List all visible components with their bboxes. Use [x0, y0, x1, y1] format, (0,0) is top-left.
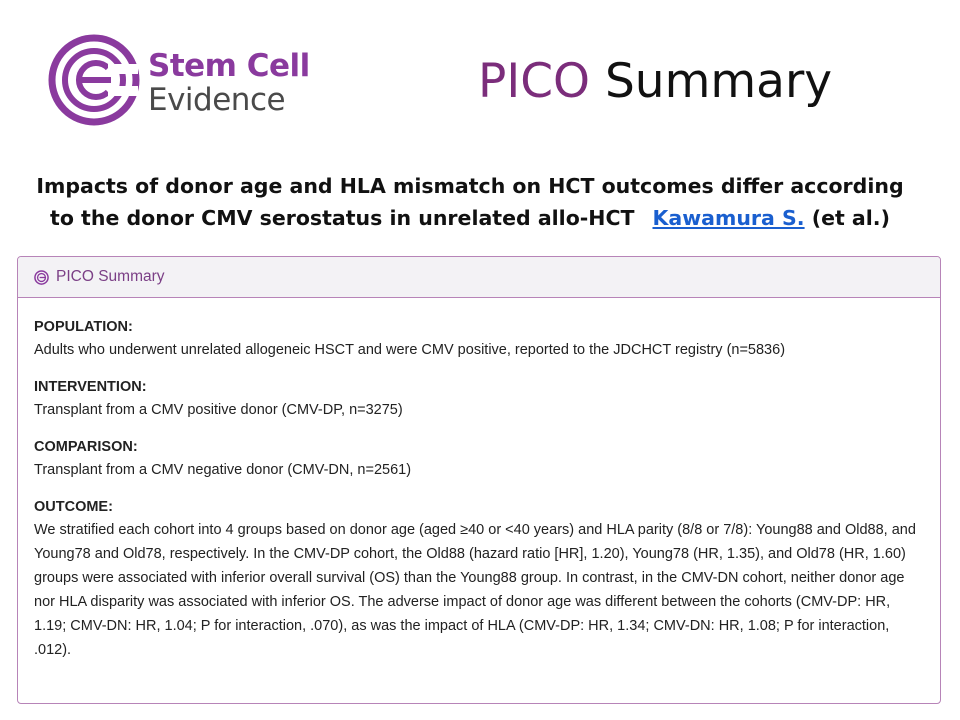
- slide-title: [478, 54, 832, 109]
- pico-card-body: [18, 298, 940, 662]
- outcome-heading: OUTCOME:: [34, 499, 113, 515]
- outcome-section: [34, 496, 924, 662]
- intervention-heading: INTERVENTION:: [34, 379, 147, 395]
- population-heading: POPULATION:: [34, 319, 133, 335]
- pico-card-header: [18, 257, 940, 298]
- pico-summary-card: [17, 256, 941, 704]
- comparison-section: [34, 436, 924, 482]
- author-link[interactable]: Kawamura S.: [652, 206, 805, 230]
- logo-text-stem-cell: Stem Cell: [148, 48, 310, 84]
- population-text: Adults who underwent unrelated allogeneic HSCT and were CMV positive, reported to the JDCHCT registry (n=5836): [34, 342, 786, 358]
- headline-suffix: (et al.): [804, 206, 890, 230]
- logo-text-evidence: Evidence: [148, 82, 286, 118]
- comparison-text: Transplant from a CMV negative donor (CMV-DN, n=2561): [34, 462, 412, 478]
- stem-cell-evidence-logo-icon: [48, 34, 140, 126]
- intervention-text: Transplant from a CMV positive donor (CMV-DP, n=3275): [34, 402, 403, 418]
- slide-title-pico: PICO: [478, 54, 591, 109]
- article-headline: [20, 170, 920, 234]
- comparison-heading: COMPARISON:: [34, 439, 138, 455]
- headline-line-1: Impacts of donor age and HLA mismatch on HCT outcomes differ according: [36, 174, 904, 198]
- population-section: [34, 316, 924, 362]
- headline-line-2-text: to the donor CMV serostatus in unrelated allo-HCT: [50, 206, 635, 230]
- headline-line-2: [20, 202, 920, 234]
- slide-title-summary: Summary: [590, 54, 833, 109]
- pico-card-title: PICO Summary: [56, 268, 165, 285]
- stem-cell-evidence-logo: [48, 34, 338, 130]
- pico-logo-icon: [34, 270, 49, 285]
- intervention-section: [34, 376, 924, 422]
- outcome-text: We stratified each cohort into 4 groups based on donor age (aged ≥40 or <40 years) and HLA parity (8/8 or 7/8): Young88 and Old88, and Young78 and Old78, respectively. In the CMV-DP cohort, the Old88 (hazard ratio [HR], 1.20), Young78 (HR, 1.35), and Old78 (HR, 1.60) groups were associated with inferior overall survival (OS) than the Young88 group. In contrast, in the CMV-DN cohort, neither donor age nor HLA disparity was associated with inferior OS. The adverse impact of donor age was different between the cohorts (CMV-DP: HR, 1.19; CMV-DN: HR, 1.04; P for interaction, .070), as was the impact of HLA (CMV-DP: HR, 1.34; CMV-DN: HR, 1.08; P for interaction, .012).: [34, 522, 916, 658]
